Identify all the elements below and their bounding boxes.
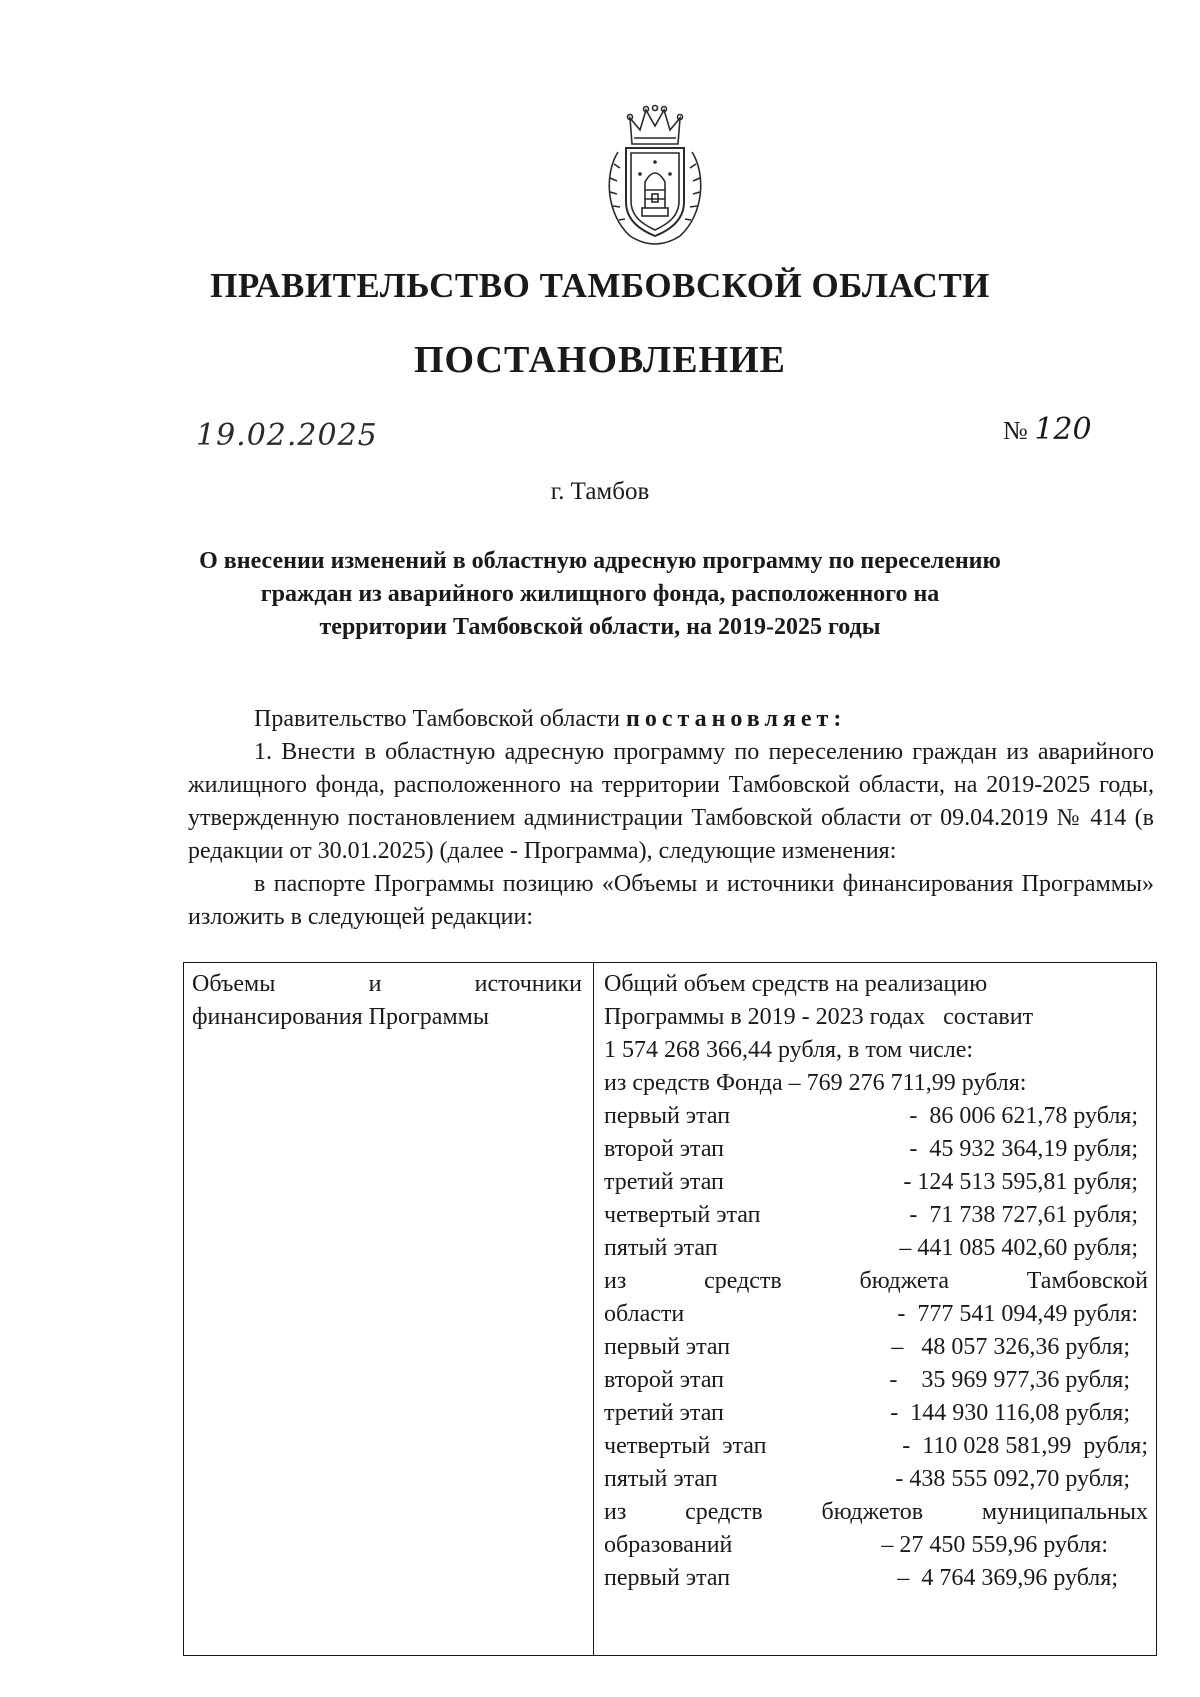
region-total: - 777 541 094,49 рубля: bbox=[897, 1301, 1138, 1327]
fund-header: из средств Фонда – 769 276 711,99 рубля: bbox=[604, 1070, 1027, 1096]
stage-label: первый этап bbox=[604, 1565, 731, 1591]
region-label: области bbox=[604, 1301, 685, 1327]
stage-label: третий этап bbox=[604, 1169, 724, 1195]
region-word: из bbox=[604, 1268, 627, 1294]
region-total-row bbox=[604, 1298, 1148, 1331]
muni-word: из bbox=[604, 1499, 627, 1525]
tambov-coat-of-arms-icon bbox=[600, 104, 710, 254]
muni-label: образований bbox=[604, 1532, 733, 1558]
intro-text: Правительство Тамбовской области bbox=[254, 706, 620, 732]
stage-label: первый этап bbox=[604, 1103, 731, 1129]
stage-row bbox=[604, 1397, 1148, 1430]
stage-label: четвертый этап bbox=[604, 1202, 761, 1228]
subject-line: граждан из аварийного жилищного фонда, расположенного на bbox=[260, 581, 940, 607]
stage-amount: - 438 555 092,70 рубля; bbox=[895, 1466, 1130, 1492]
muni-total: – 27 450 559,96 рубля: bbox=[881, 1532, 1108, 1558]
intro-paragraph bbox=[188, 703, 1154, 736]
stage-row bbox=[604, 1364, 1148, 1397]
left-word: источники bbox=[474, 971, 582, 997]
stage-label: второй этап bbox=[604, 1136, 725, 1162]
table-right-cell bbox=[604, 968, 1148, 1595]
total-line: 1 574 268 366,44 рубля, в том числе: bbox=[604, 1037, 974, 1063]
region-word: Тамбовской bbox=[1026, 1268, 1148, 1294]
stage-amount: - 86 006 621,78 рубля; bbox=[909, 1103, 1138, 1129]
document-date: 19.02.2025 bbox=[196, 418, 378, 453]
stage-row bbox=[604, 1199, 1148, 1232]
stage-label: третий этап bbox=[604, 1400, 724, 1426]
stage-amount: - 144 930 116,08 рубля; bbox=[890, 1400, 1130, 1426]
left-word: Объемы bbox=[192, 971, 276, 997]
stage-amount: - 124 513 595,81 рубля; bbox=[903, 1169, 1138, 1195]
subject-line: О внесении изменений в областную адресную программу по переселению bbox=[199, 548, 1001, 574]
stage-row bbox=[604, 1430, 1148, 1463]
region-word: бюджета bbox=[859, 1268, 949, 1294]
paragraph-1: 1. Внести в областную адресную программу по переселению граждан из аварийного жилищного фонда, расположенного на территории Тамбовской области, на 2019-2025 годы, утвержденную постановлением администрации Тамбовской области от 09.04.2019 № 414 (в редакции от 30.01.2025) (далее - Программа), следующие изменения: bbox=[188, 739, 1154, 864]
stage-amount: – 48 057 326,36 рубля; bbox=[891, 1334, 1130, 1360]
region-word: средств bbox=[704, 1268, 782, 1294]
region-header bbox=[604, 1265, 1148, 1298]
stage-amount: - 35 969 977,36 рубля; bbox=[889, 1367, 1130, 1393]
muni-word: муниципальных bbox=[981, 1499, 1148, 1525]
stage-label: пятый этап bbox=[604, 1235, 718, 1261]
government-name: ПРАВИТЕЛЬСТВО ТАМБОВСКОЙ ОБЛАСТИ bbox=[210, 266, 990, 305]
stage-row bbox=[604, 1133, 1148, 1166]
document-type-title: ПОСТАНОВЛЕНИЕ bbox=[413, 339, 787, 381]
stage-row bbox=[604, 1331, 1148, 1364]
stage-label: второй этап bbox=[604, 1367, 725, 1393]
stage-amount: - 45 932 364,19 рубля; bbox=[909, 1136, 1138, 1162]
stage-amount: - 71 738 727,61 рубля; bbox=[909, 1202, 1138, 1228]
stage-label: четвертый этап bbox=[604, 1433, 767, 1459]
muni-word: средств bbox=[685, 1499, 763, 1525]
document-body bbox=[188, 703, 1154, 934]
left-cell-line bbox=[192, 968, 582, 1001]
stage-row bbox=[604, 1100, 1148, 1133]
number-prefix: № bbox=[1003, 416, 1028, 445]
stage-amount: – 441 085 402,60 рубля; bbox=[899, 1235, 1138, 1261]
subject-line: территории Тамбовской области, на 2019-2025 годы bbox=[319, 614, 881, 640]
stage-amount: - 110 028 581,99 рубля; bbox=[902, 1433, 1148, 1459]
paragraph-2: в паспорте Программы позицию «Объемы и источники финансирования Программы» изложить в следующей редакции: bbox=[188, 871, 1154, 930]
intro-verb: постановляет: bbox=[626, 706, 847, 732]
muni-header bbox=[604, 1496, 1148, 1529]
number-value: 120 bbox=[1034, 412, 1092, 447]
table-column-divider bbox=[593, 963, 594, 1655]
stage-row bbox=[604, 1463, 1148, 1496]
stage-row bbox=[604, 1562, 1148, 1595]
stage-row bbox=[604, 1232, 1148, 1265]
stage-label: пятый этап bbox=[604, 1466, 718, 1492]
stage-label: первый этап bbox=[604, 1334, 731, 1360]
left-word: и bbox=[368, 971, 382, 997]
stage-amount: – 4 764 369,96 рубля; bbox=[897, 1565, 1118, 1591]
document-number bbox=[1003, 412, 1092, 447]
muni-word: бюджетов bbox=[821, 1499, 924, 1525]
total-line: Общий объем средств на реализацию bbox=[604, 971, 988, 997]
muni-total-row bbox=[604, 1529, 1148, 1562]
document-subject bbox=[150, 545, 1050, 644]
left-cell-line: финансирования Программы bbox=[192, 1004, 489, 1030]
table-left-cell bbox=[192, 968, 582, 1034]
total-line: Программы в 2019 - 2023 годах составит bbox=[604, 1004, 1034, 1030]
city-name: г. Тамбов bbox=[550, 478, 650, 505]
financing-table bbox=[183, 962, 1157, 1656]
stage-row bbox=[604, 1166, 1148, 1199]
